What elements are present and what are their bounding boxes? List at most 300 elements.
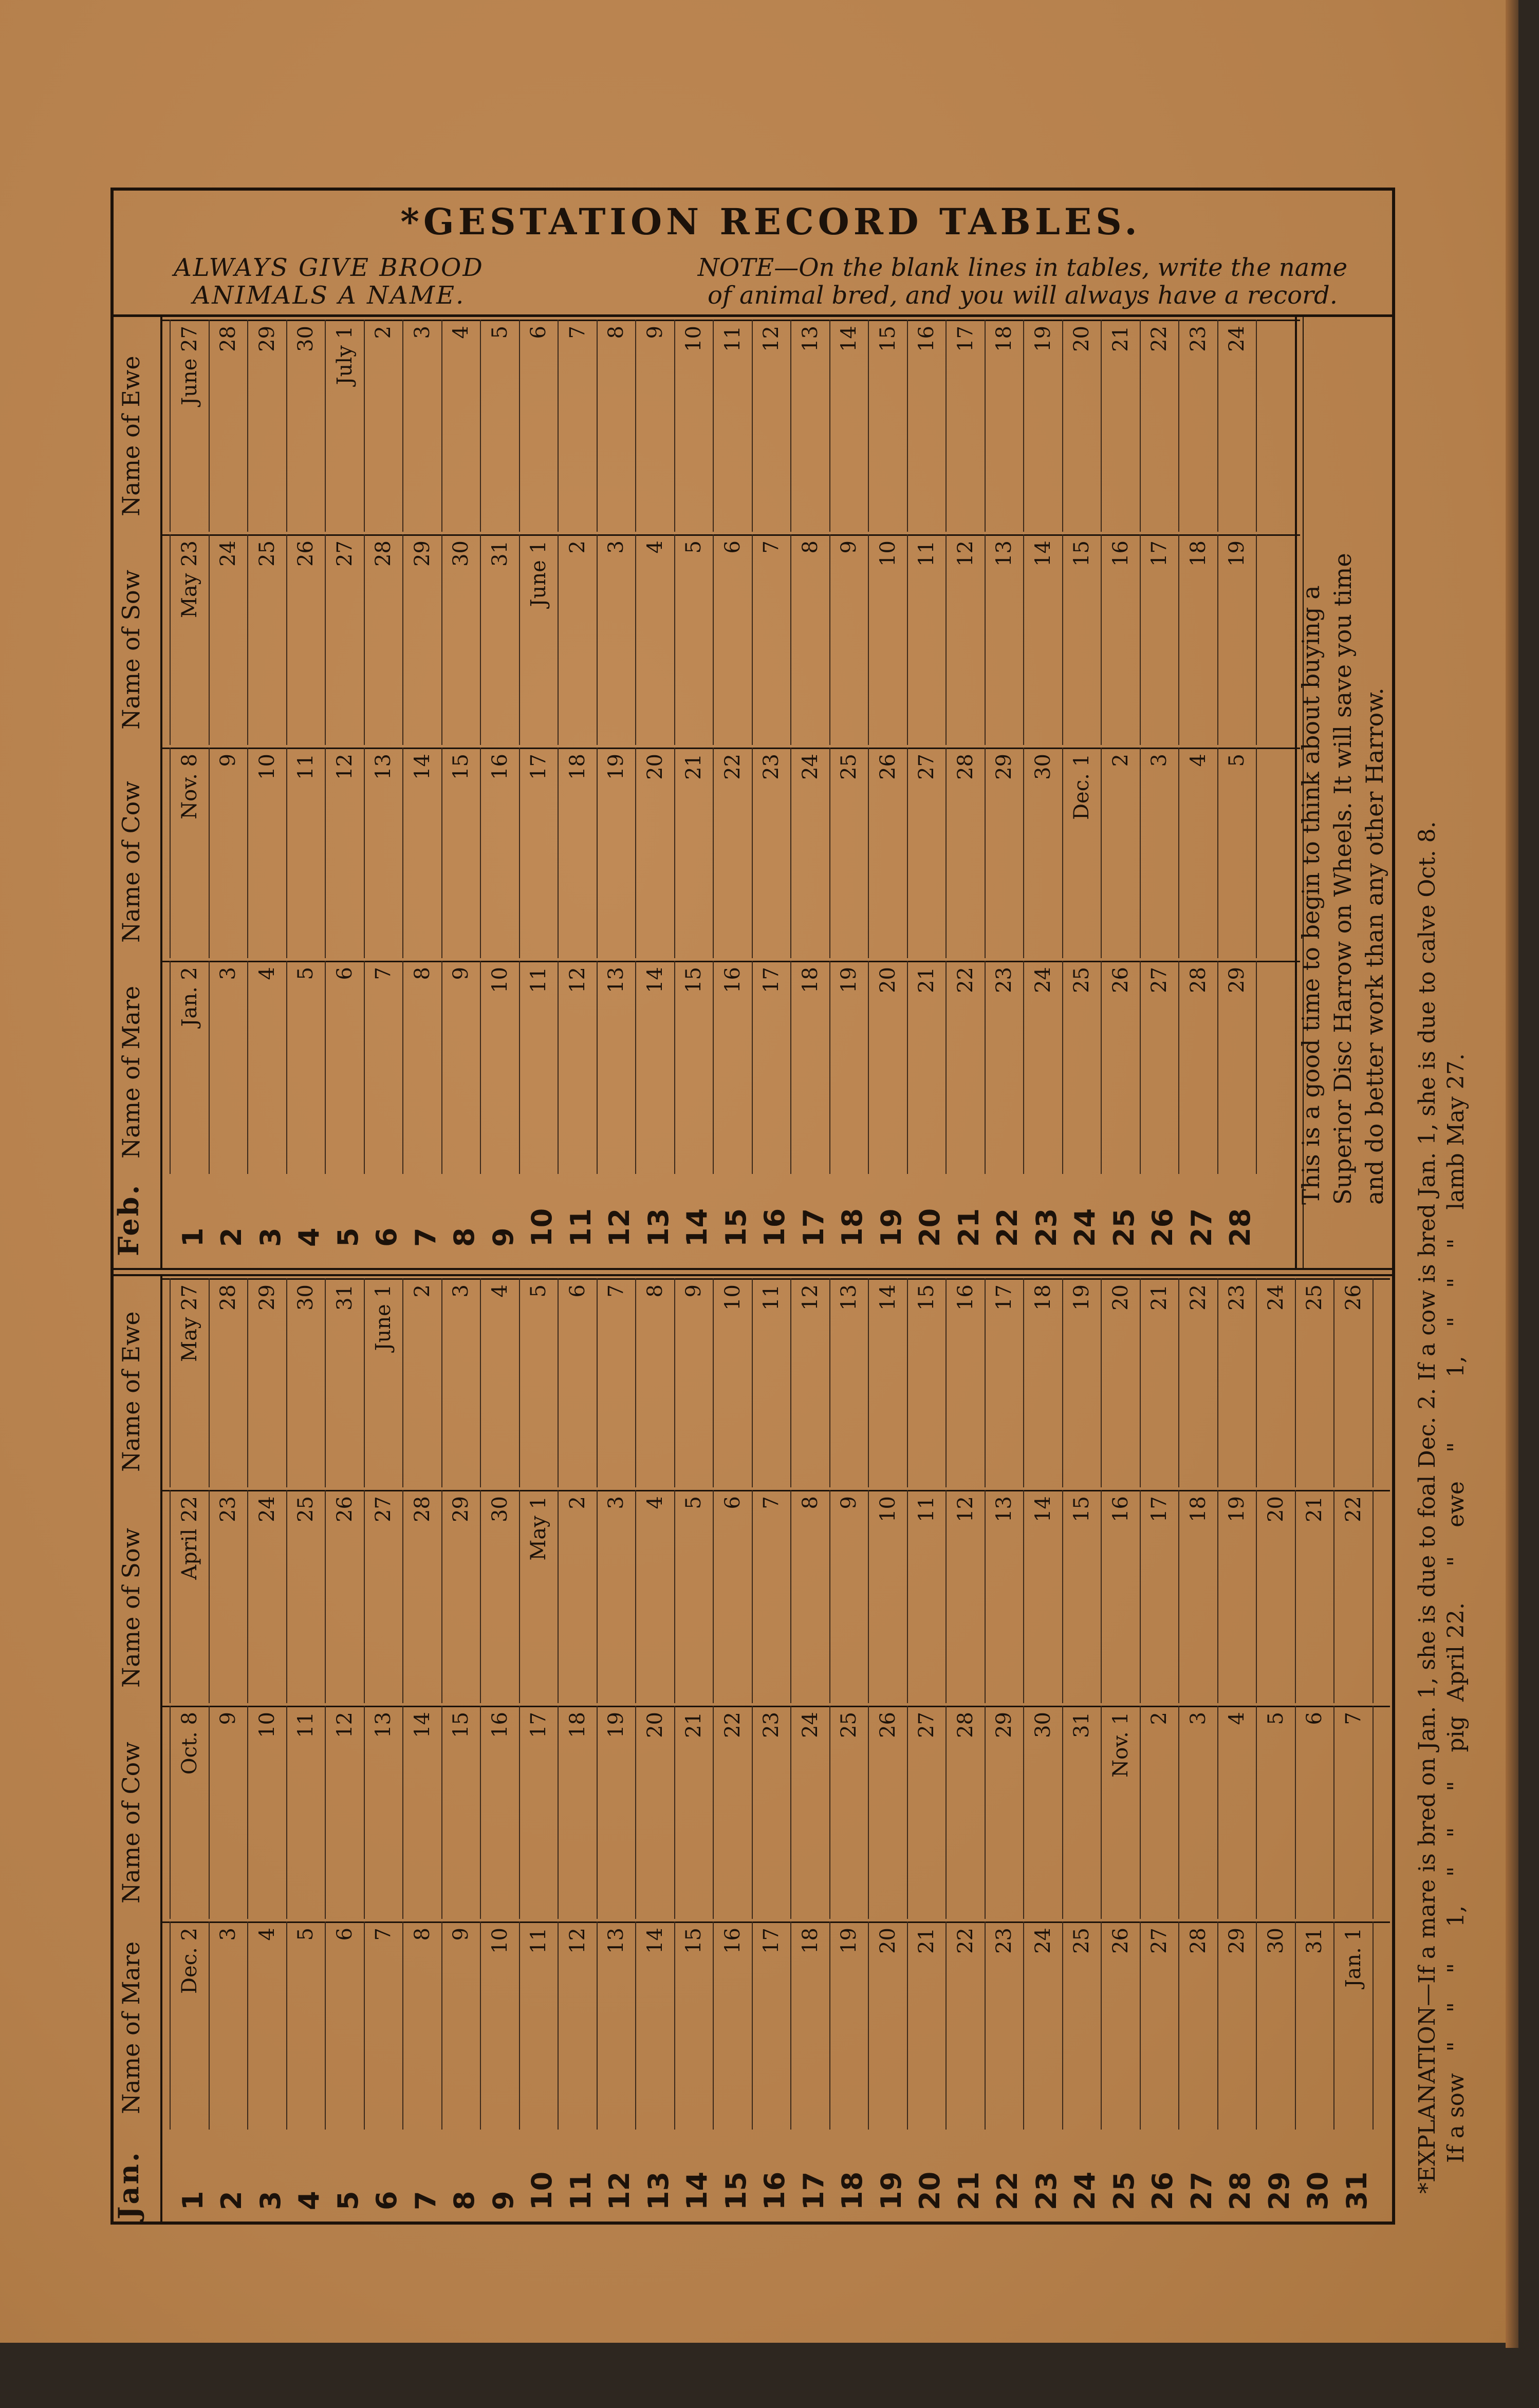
jan-day-number: 25 <box>1107 2171 1140 2210</box>
feb-sow-entry: 14 <box>1031 540 1055 567</box>
feb-sow-entry: 25 <box>255 540 279 567</box>
jan-ewe-day-rule <box>635 1278 636 1487</box>
jan-day-number: 13 <box>642 2171 675 2210</box>
feb-sow-day-rule <box>519 534 520 745</box>
jan-mare-entry: 24 <box>1031 1928 1055 1954</box>
feb-label-rule <box>160 317 162 1268</box>
jan-cow-entry: 6 <box>1303 1712 1327 1725</box>
jan-cow-day-rule <box>441 1706 442 1919</box>
jan-sow-day-rule <box>441 1490 442 1703</box>
feb-band-rule <box>160 534 1300 536</box>
feb-sow-entry: 3 <box>604 540 628 554</box>
feb-cow-entry: Dec. 1 <box>1070 754 1094 820</box>
feb-ewe-entry: 7 <box>565 326 589 339</box>
jan-cow-entry: 20 <box>643 1712 667 1738</box>
feb-ewe-entry: 14 <box>837 326 861 352</box>
section-divider <box>110 1268 1395 1270</box>
jan-ewe-day-rule <box>1062 1278 1063 1487</box>
feb-mare-day-rule <box>364 961 365 1174</box>
feb-mare-entry: 13 <box>604 967 628 993</box>
jan-sow-entry: 14 <box>1031 1496 1055 1522</box>
jan-mare-day-rule <box>985 1921 986 2130</box>
jan-mare-entry: 7 <box>372 1928 396 1941</box>
feb-mare-day-rule <box>1256 961 1257 1174</box>
feb-cow-day-rule <box>790 748 791 958</box>
jan-mare-entry: 30 <box>1264 1928 1288 1954</box>
jan-cow-entry: 10 <box>255 1712 279 1738</box>
feb-cow-day-rule <box>907 748 908 958</box>
jan-sow-entry: 28 <box>410 1496 434 1522</box>
feb-ewe-entry: 24 <box>1225 326 1249 352</box>
jan-mare-day-rule <box>674 1921 675 2130</box>
feb-mare-day-rule <box>209 961 210 1174</box>
jan-mare-day-rule <box>441 1921 442 2130</box>
feb-mare-day-rule <box>597 961 598 1174</box>
feb-header-sow: Name of Sow <box>117 569 145 730</box>
feb-cow-entry: 26 <box>876 754 900 780</box>
feb-cow-entry: Nov. 8 <box>177 754 201 819</box>
jan-sow-day-rule <box>945 1490 947 1703</box>
feb-mare-day-rule <box>558 961 559 1174</box>
jan-mare-day-rule <box>1140 1921 1141 2130</box>
jan-mare-entry: 31 <box>1303 1928 1327 1954</box>
feb-ewe-entry: 3 <box>410 326 434 339</box>
jan-ewe-entry: 17 <box>992 1284 1016 1311</box>
jan-mare-entry: 26 <box>1108 1928 1133 1954</box>
feb-cow-day-rule <box>1140 748 1141 958</box>
feb-mare-day-rule <box>519 961 520 1174</box>
jan-ewe-entry: 25 <box>1303 1284 1327 1311</box>
feb-day-number: 7 <box>409 1227 442 1247</box>
jan-ewe-day-rule <box>1295 1278 1296 1487</box>
jan-cow-day-rule <box>674 1706 675 1919</box>
feb-day-number: 5 <box>331 1227 364 1247</box>
feb-cow-day-rule <box>209 748 210 958</box>
feb-day-number: 28 <box>1224 1208 1257 1247</box>
feb-sow-entry: 16 <box>1108 540 1133 567</box>
jan-cow-entry: 9 <box>216 1712 240 1725</box>
jan-ewe-entry: 2 <box>410 1284 434 1298</box>
jan-cow-entry: 28 <box>953 1712 977 1738</box>
jan-sow-entry: 25 <box>294 1496 318 1522</box>
jan-ewe-day-rule <box>247 1278 248 1487</box>
jan-sow-day-rule <box>868 1490 869 1703</box>
feb-cow-day-rule <box>985 748 986 958</box>
jan-cow-entry: 19 <box>604 1712 628 1738</box>
feb-ewe-entry: July 1 <box>332 326 357 385</box>
table-frame <box>110 188 1395 2225</box>
feb-cow-day-rule <box>558 748 559 958</box>
feb-mare-entry: Jan. 2 <box>177 967 201 1027</box>
feb-day-number: 13 <box>642 1208 675 1247</box>
subtitle-note-line-1: NOTE—On the blank lines in tables, write the name <box>697 253 1348 282</box>
jan-label-rule <box>160 1276 162 2225</box>
feb-cow-day-rule <box>829 748 830 958</box>
jan-sow-day-rule <box>364 1490 365 1703</box>
jan-band-rule <box>160 1490 1390 1491</box>
jan-mare-day-rule <box>868 1921 869 2130</box>
feb-day-number: 4 <box>293 1227 326 1247</box>
jan-day-number: 28 <box>1224 2171 1257 2210</box>
feb-mare-day-rule <box>674 961 675 1174</box>
feb-ewe-entry: 20 <box>1070 326 1094 352</box>
feb-day-number: 15 <box>719 1208 752 1247</box>
jan-ewe-entry: 21 <box>1147 1284 1172 1311</box>
jan-sow-day-rule <box>1256 1490 1257 1703</box>
jan-day-number: 2 <box>215 2191 248 2210</box>
jan-sow-day-rule <box>209 1490 210 1703</box>
feb-cow-day-rule <box>480 748 481 958</box>
jan-ewe-day-rule <box>1178 1278 1179 1487</box>
jan-mare-entry: 5 <box>294 1928 318 1941</box>
jan-cow-entry: 26 <box>876 1712 900 1738</box>
jan-cow-day-rule <box>364 1706 365 1919</box>
jan-sow-entry: 7 <box>759 1496 784 1509</box>
feb-cow-day-rule <box>1062 748 1063 958</box>
jan-ewe-entry: 9 <box>682 1284 706 1298</box>
page-title: *GESTATION RECORD TABLES. <box>400 200 1141 243</box>
feb-cow-entry: 14 <box>410 754 434 780</box>
jan-sow-day-rule <box>713 1490 714 1703</box>
jan-mare-day-rule <box>635 1921 636 2130</box>
jan-ewe-day-rule <box>1256 1278 1257 1487</box>
feb-sow-entry: 8 <box>798 540 822 554</box>
feb-mare-entry: 20 <box>876 967 900 993</box>
jan-mare-entry: 17 <box>759 1928 784 1954</box>
jan-ewe-entry: 19 <box>1070 1284 1094 1311</box>
jan-cow-entry: 7 <box>1341 1712 1365 1725</box>
feb-mare-entry: 8 <box>410 967 434 980</box>
feb-cow-entry: 24 <box>798 754 822 780</box>
feb-sow-day-rule <box>441 534 442 745</box>
jan-sow-entry: 18 <box>1186 1496 1210 1522</box>
feb-sow-entry: 29 <box>410 540 434 567</box>
jan-sow-entry: 23 <box>216 1496 240 1522</box>
feb-ewe-day-rule <box>1023 320 1024 532</box>
jan-mare-day-rule <box>1062 1921 1063 2130</box>
feb-sow-day-rule <box>597 534 598 745</box>
jan-ewe-entry: 22 <box>1186 1284 1210 1311</box>
jan-ewe-day-rule <box>480 1278 481 1487</box>
feb-ewe-day-rule <box>829 320 830 532</box>
jan-cow-day-rule <box>325 1706 326 1919</box>
feb-mare-entry: 16 <box>720 967 745 993</box>
feb-day-number: 12 <box>603 1208 636 1247</box>
jan-day-number: 5 <box>331 2191 364 2210</box>
feb-mare-entry: 25 <box>1070 967 1094 993</box>
feb-mare-day-rule <box>1101 961 1102 1174</box>
feb-sow-entry: 11 <box>915 540 939 567</box>
jan-sow-entry: 3 <box>604 1496 628 1509</box>
jan-cow-entry: 5 <box>1264 1712 1288 1725</box>
jan-sow-entry: 16 <box>1108 1496 1133 1522</box>
jan-cow-day-rule <box>247 1706 248 1919</box>
feb-sow-day-rule <box>713 534 714 745</box>
jan-day-number: 27 <box>1185 2171 1218 2210</box>
jan-ewe-day-rule <box>752 1278 753 1487</box>
jan-mare-day-rule <box>558 1921 559 2130</box>
feb-ewe-day-rule <box>635 320 636 532</box>
jan-sow-day-rule <box>558 1490 559 1703</box>
jan-sow-day-rule <box>597 1490 598 1703</box>
jan-sow-entry: 6 <box>720 1496 745 1509</box>
feb-mare-day-rule <box>402 961 403 1174</box>
jan-sow-entry: 30 <box>488 1496 512 1522</box>
feb-day-number: 10 <box>526 1208 559 1247</box>
feb-mare-day-rule <box>945 961 947 1174</box>
feb-ewe-day-rule <box>597 320 598 532</box>
feb-ewe-entry: 13 <box>798 326 822 352</box>
feb-sow-entry: 24 <box>216 540 240 567</box>
feb-sow-day-rule <box>907 534 908 745</box>
jan-band-rule <box>160 1278 1390 1280</box>
feb-mare-day-rule <box>985 961 986 1174</box>
jan-sow-day-rule <box>790 1490 791 1703</box>
jan-cow-entry: 15 <box>449 1712 473 1738</box>
jan-ewe-entry: 31 <box>332 1284 357 1311</box>
feb-sow-entry: 9 <box>837 540 861 554</box>
jan-mare-day-rule <box>1178 1921 1179 2130</box>
jan-ewe-entry: 7 <box>604 1284 628 1298</box>
jan-mare-entry: 29 <box>1225 1928 1249 1954</box>
jan-mare-day-rule <box>402 1921 403 2130</box>
jan-header-cow: Name of Cow <box>117 1742 145 1903</box>
feb-day-number: 2 <box>215 1227 248 1247</box>
jan-day-number: 1 <box>176 2191 209 2210</box>
feb-mare-entry: 23 <box>992 967 1016 993</box>
jan-sow-day-rule <box>907 1490 908 1703</box>
jan-mare-day-rule <box>247 1921 248 2130</box>
jan-cow-day-rule <box>597 1706 598 1919</box>
feb-ewe-entry: 17 <box>953 326 977 352</box>
feb-cow-day-rule <box>868 748 869 958</box>
feb-sow-entry: 19 <box>1225 540 1249 567</box>
harrow-note-line-1: This is a good time to begin to think about buying a <box>1297 585 1325 1205</box>
jan-ewe-day-rule <box>519 1278 520 1487</box>
feb-cow-day-rule <box>713 748 714 958</box>
feb-sow-day-rule <box>325 534 326 745</box>
jan-mare-day-rule <box>713 1921 714 2130</box>
feb-sow-day-rule <box>247 534 248 745</box>
feb-day-number: 23 <box>1030 1208 1063 1247</box>
jan-ewe-entry: 8 <box>643 1284 667 1298</box>
feb-day-number: 11 <box>564 1208 597 1247</box>
feb-day-number: 8 <box>448 1227 481 1247</box>
feb-cow-entry: 21 <box>682 754 706 780</box>
jan-ewe-entry: 23 <box>1225 1284 1249 1311</box>
jan-day-number: 7 <box>409 2191 442 2210</box>
jan-mare-entry: 4 <box>255 1928 279 1941</box>
jan-mare-day-rule <box>480 1921 481 2130</box>
feb-sow-entry: 15 <box>1070 540 1094 567</box>
feb-cow-day-rule <box>402 748 403 958</box>
jan-mare-day-rule <box>907 1921 908 2130</box>
feb-cow-entry: 2 <box>1108 754 1133 767</box>
feb-cow-entry: 25 <box>837 754 861 780</box>
feb-cow-entry: 4 <box>1186 754 1210 767</box>
jan-sow-day-rule <box>286 1490 287 1703</box>
feb-day-number: 27 <box>1185 1208 1218 1247</box>
jan-cow-entry: 22 <box>720 1712 745 1738</box>
jan-sow-day-rule <box>480 1490 481 1703</box>
jan-cow-entry: 30 <box>1031 1712 1055 1738</box>
header-rule <box>110 314 1395 317</box>
feb-cow-day-rule <box>519 748 520 958</box>
jan-ewe-entry: 6 <box>565 1284 589 1298</box>
jan-ewe-day-rule <box>170 1278 171 1487</box>
feb-sow-entry: 6 <box>720 540 745 554</box>
jan-ewe-day-rule <box>1023 1278 1024 1487</box>
jan-sow-entry: 5 <box>682 1496 706 1509</box>
jan-cow-entry: 29 <box>992 1712 1016 1738</box>
jan-sow-day-rule <box>247 1490 248 1703</box>
feb-header-mare: Name of Mare <box>117 985 145 1159</box>
feb-sow-entry: 30 <box>449 540 473 567</box>
feb-sow-day-rule <box>1217 534 1218 745</box>
jan-mare-day-rule <box>1023 1921 1024 2130</box>
feb-sow-day-rule <box>674 534 675 745</box>
feb-ewe-day-rule <box>402 320 403 532</box>
jan-sow-entry: May 1 <box>527 1496 551 1561</box>
jan-mare-entry: 10 <box>488 1928 512 1954</box>
jan-ewe-entry: 14 <box>876 1284 900 1311</box>
jan-sow-entry: 2 <box>565 1496 589 1509</box>
feb-sow-entry: 26 <box>294 540 318 567</box>
jan-day-number: 24 <box>1069 2171 1102 2210</box>
jan-mare-day-rule <box>752 1921 753 2130</box>
jan-mare-day-rule <box>945 1921 947 2130</box>
feb-ewe-entry: 29 <box>255 326 279 352</box>
jan-ewe-day-rule <box>441 1278 442 1487</box>
jan-sow-day-rule <box>1217 1490 1218 1703</box>
jan-mare-entry: 14 <box>643 1928 667 1954</box>
feb-ewe-day-rule <box>713 320 714 532</box>
feb-mare-entry: 24 <box>1031 967 1055 993</box>
feb-mare-entry: 12 <box>565 967 589 993</box>
jan-cow-entry: Nov. 1 <box>1108 1712 1133 1778</box>
jan-day-number: 11 <box>564 2171 597 2210</box>
jan-ewe-entry: 30 <box>294 1284 318 1311</box>
feb-cow-entry: 27 <box>915 754 939 780</box>
jan-mare-entry: 13 <box>604 1928 628 1954</box>
feb-sow-day-rule <box>635 534 636 745</box>
feb-mare-entry: 7 <box>372 967 396 980</box>
jan-cow-entry: 12 <box>332 1712 357 1738</box>
feb-ewe-entry: 16 <box>915 326 939 352</box>
feb-mare-day-rule <box>1062 961 1063 1174</box>
jan-mare-entry: 9 <box>449 1928 473 1941</box>
jan-sow-day-rule <box>1101 1490 1102 1703</box>
feb-ewe-day-rule <box>286 320 287 532</box>
jan-band-rule <box>160 1921 1390 1923</box>
jan-ewe-entry: June 1 <box>372 1284 396 1351</box>
jan-cow-entry: 21 <box>682 1712 706 1738</box>
feb-sow-day-rule <box>286 534 287 745</box>
feb-sow-day-rule <box>1023 534 1024 745</box>
feb-cow-entry: 15 <box>449 754 473 780</box>
jan-cow-day-rule <box>829 1706 830 1919</box>
jan-cow-day-rule <box>1062 1706 1063 1919</box>
feb-mare-entry: 14 <box>643 967 667 993</box>
feb-sow-day-rule <box>402 534 403 745</box>
feb-ewe-day-rule <box>985 320 986 532</box>
jan-ewe-entry: 29 <box>255 1284 279 1311</box>
jan-day-number: 8 <box>448 2191 481 2210</box>
jan-cow-day-rule <box>1140 1706 1141 1919</box>
jan-cow-entry: Oct. 8 <box>177 1712 201 1775</box>
feb-day-number: 19 <box>875 1208 907 1247</box>
jan-ewe-day-rule <box>985 1278 986 1487</box>
jan-mare-entry: Jan. 1 <box>1341 1928 1365 1988</box>
feb-ewe-entry: 2 <box>372 326 396 339</box>
feb-sow-day-rule <box>868 534 869 745</box>
feb-day-number: 24 <box>1069 1208 1102 1247</box>
feb-sow-entry: 10 <box>876 540 900 567</box>
feb-day-number: 22 <box>991 1208 1024 1247</box>
jan-ewe-entry: 13 <box>837 1284 861 1311</box>
jan-cow-day-rule <box>1178 1706 1179 1919</box>
feb-day-number: 6 <box>370 1227 403 1247</box>
feb-ewe-entry: 10 <box>682 326 706 352</box>
jan-sow-entry: 13 <box>992 1496 1016 1522</box>
feb-sow-day-rule <box>1101 534 1102 745</box>
jan-day-number: 4 <box>293 2191 326 2210</box>
jan-cow-entry: 11 <box>294 1712 318 1738</box>
jan-ewe-entry: 3 <box>449 1284 473 1298</box>
jan-mare-entry: 8 <box>410 1928 434 1941</box>
jan-cow-day-rule <box>558 1706 559 1919</box>
feb-mare-entry: 19 <box>837 967 861 993</box>
feb-ewe-entry: 5 <box>488 326 512 339</box>
jan-ewe-entry: 5 <box>527 1284 551 1298</box>
jan-mare-day-rule <box>1373 1921 1374 2130</box>
feb-day-number: 21 <box>952 1208 985 1247</box>
subtitle-left-line-2: ANIMALS A NAME. <box>192 281 466 310</box>
subtitle-left-line-1: ALWAYS GIVE BROOD <box>174 253 484 282</box>
feb-cow-day-rule <box>170 748 171 958</box>
feb-ewe-entry: 21 <box>1108 326 1133 352</box>
feb-cow-day-rule <box>1023 748 1024 958</box>
jan-cow-day-rule <box>1295 1706 1296 1919</box>
feb-mare-day-rule <box>635 961 636 1174</box>
jan-ewe-day-rule <box>907 1278 908 1487</box>
jan-sow-day-rule <box>1178 1490 1179 1703</box>
feb-mare-day-rule <box>1023 961 1024 1174</box>
jan-month-label: Jan. <box>112 2150 145 2219</box>
jan-mare-day-rule <box>1101 1921 1102 2130</box>
subtitle-note-line-2: of animal bred, and you will always have a record. <box>708 281 1338 310</box>
jan-mare-day-rule <box>1217 1921 1218 2130</box>
jan-day-number: 26 <box>1146 2171 1179 2210</box>
feb-sow-day-rule <box>364 534 365 745</box>
feb-ewe-day-rule <box>480 320 481 532</box>
jan-day-number: 14 <box>681 2171 714 2210</box>
feb-mare-entry: 29 <box>1225 967 1249 993</box>
feb-cow-entry: 11 <box>294 754 318 780</box>
jan-mare-entry: 3 <box>216 1928 240 1941</box>
feb-sow-entry: 5 <box>682 540 706 554</box>
feb-ewe-day-rule <box>558 320 559 532</box>
jan-cow-day-rule <box>752 1706 753 1919</box>
jan-cow-day-rule <box>480 1706 481 1919</box>
feb-day-number: 1 <box>176 1227 209 1247</box>
harrow-note <box>1295 553 1390 1205</box>
jan-cow-day-rule <box>1333 1706 1334 1919</box>
feb-cow-day-rule <box>364 748 365 958</box>
feb-mare-entry: 4 <box>255 967 279 980</box>
jan-sow-day-rule <box>1295 1490 1296 1703</box>
feb-cow-day-rule <box>635 748 636 958</box>
